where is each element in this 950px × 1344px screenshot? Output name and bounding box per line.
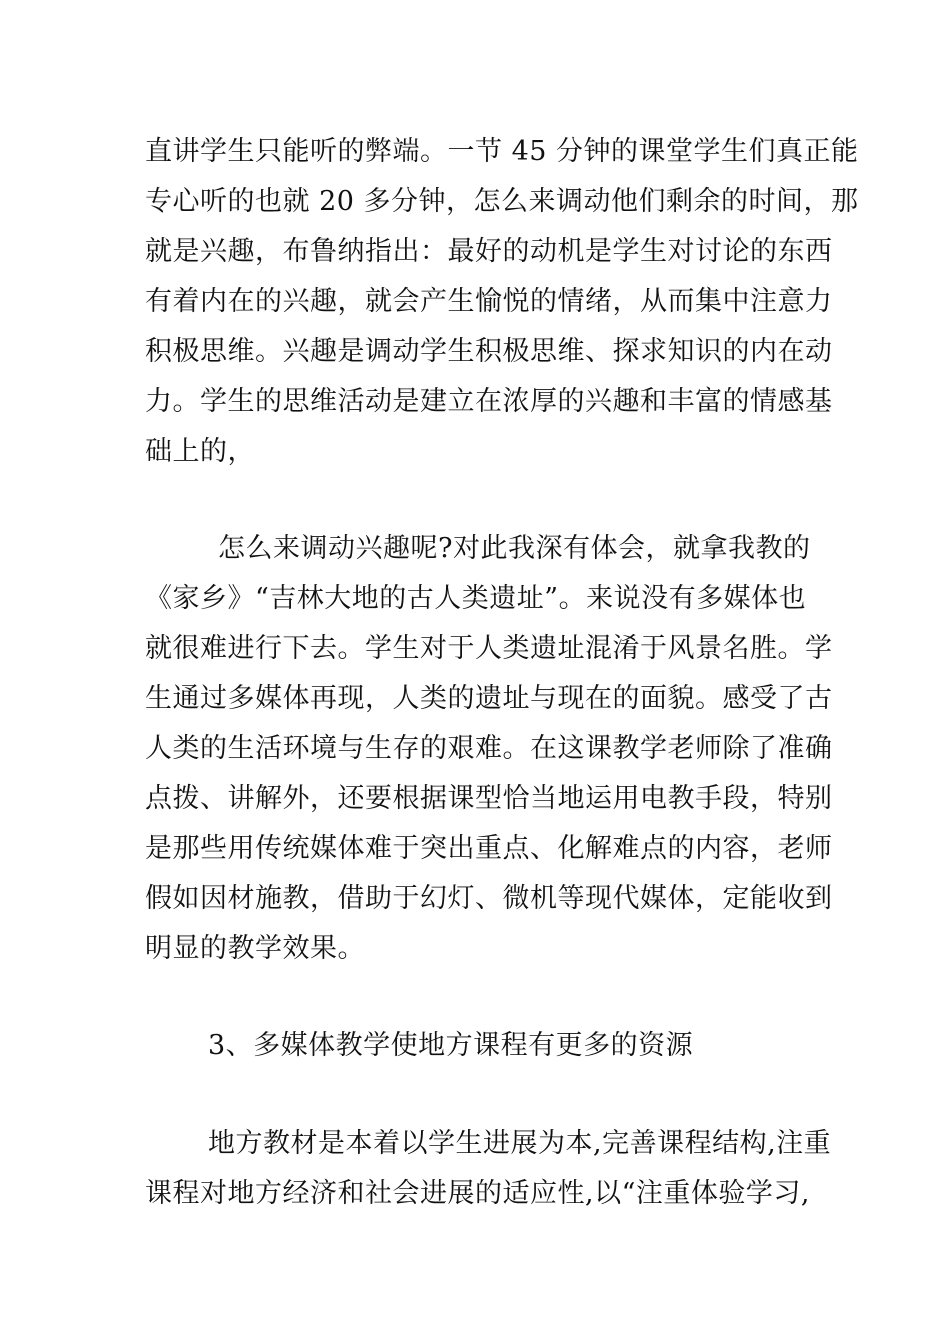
section-heading-3: 3、多媒体教学使地方课程有更多的资源 bbox=[208, 1030, 694, 1061]
paragraph-2-line-9: 明显的教学效果。 bbox=[145, 933, 365, 964]
paragraph-2-line-7: 是那些用传统媒体难于突出重点、化解难点的内容，老师 bbox=[145, 833, 833, 864]
paragraph-1-line-6: 力。学生的思维活动是建立在浓厚的兴趣和丰富的情感基 bbox=[145, 386, 833, 417]
paragraph-1-line-4: 有着内在的兴趣，就会产生愉悦的情绪，从而集中注意力 bbox=[145, 286, 833, 317]
paragraph-3-line-2: 课程对地方经济和社会进展的适应性,以“注重体验学习, bbox=[145, 1178, 810, 1209]
paragraph-1-line-7: 础上的， bbox=[145, 436, 255, 467]
paragraph-1-line-5: 积极思维。兴趣是调动学生积极思维、探求知识的内在动 bbox=[145, 336, 833, 367]
paragraph-1-line-1: 直讲学生只能听的弊端。一节 45 分钟的课堂学生们真正能 bbox=[145, 136, 859, 167]
paragraph-2-line-5: 人类的生活环境与生存的艰难。在这课教学老师除了准确 bbox=[145, 733, 833, 764]
paragraph-2-line-3: 就很难进行下去。学生对于人类遗址混淆于风景名胜。学 bbox=[145, 633, 833, 664]
paragraph-3-line-1: 地方教材是本着以学生进展为本,完善课程结构,注重 bbox=[208, 1128, 832, 1159]
paragraph-2-line-6: 点拨、讲解外，还要根据课型恰当地运用电教手段，特别 bbox=[145, 783, 833, 814]
paragraph-2-line-8: 假如因材施教，借助于幻灯、微机等现代媒体，定能收到 bbox=[145, 883, 833, 914]
paragraph-2-line-2: 《家乡》“吉林大地的古人类遗址”。来说没有多媒体也 bbox=[145, 583, 807, 614]
paragraph-1-line-3: 就是兴趣，布鲁纳指出：最好的动机是学生对讨论的东西 bbox=[145, 236, 833, 267]
paragraph-2-line-1: 怎么来调动兴趣呢?对此我深有体会，就拿我教的 bbox=[218, 533, 811, 564]
paragraph-1-line-2: 专心听的也就 20 多分钟，怎么来调动他们剩余的时间，那 bbox=[145, 186, 859, 217]
paragraph-2-line-4: 生通过多媒体再现，人类的遗址与现在的面貌。感受了古 bbox=[145, 683, 833, 714]
